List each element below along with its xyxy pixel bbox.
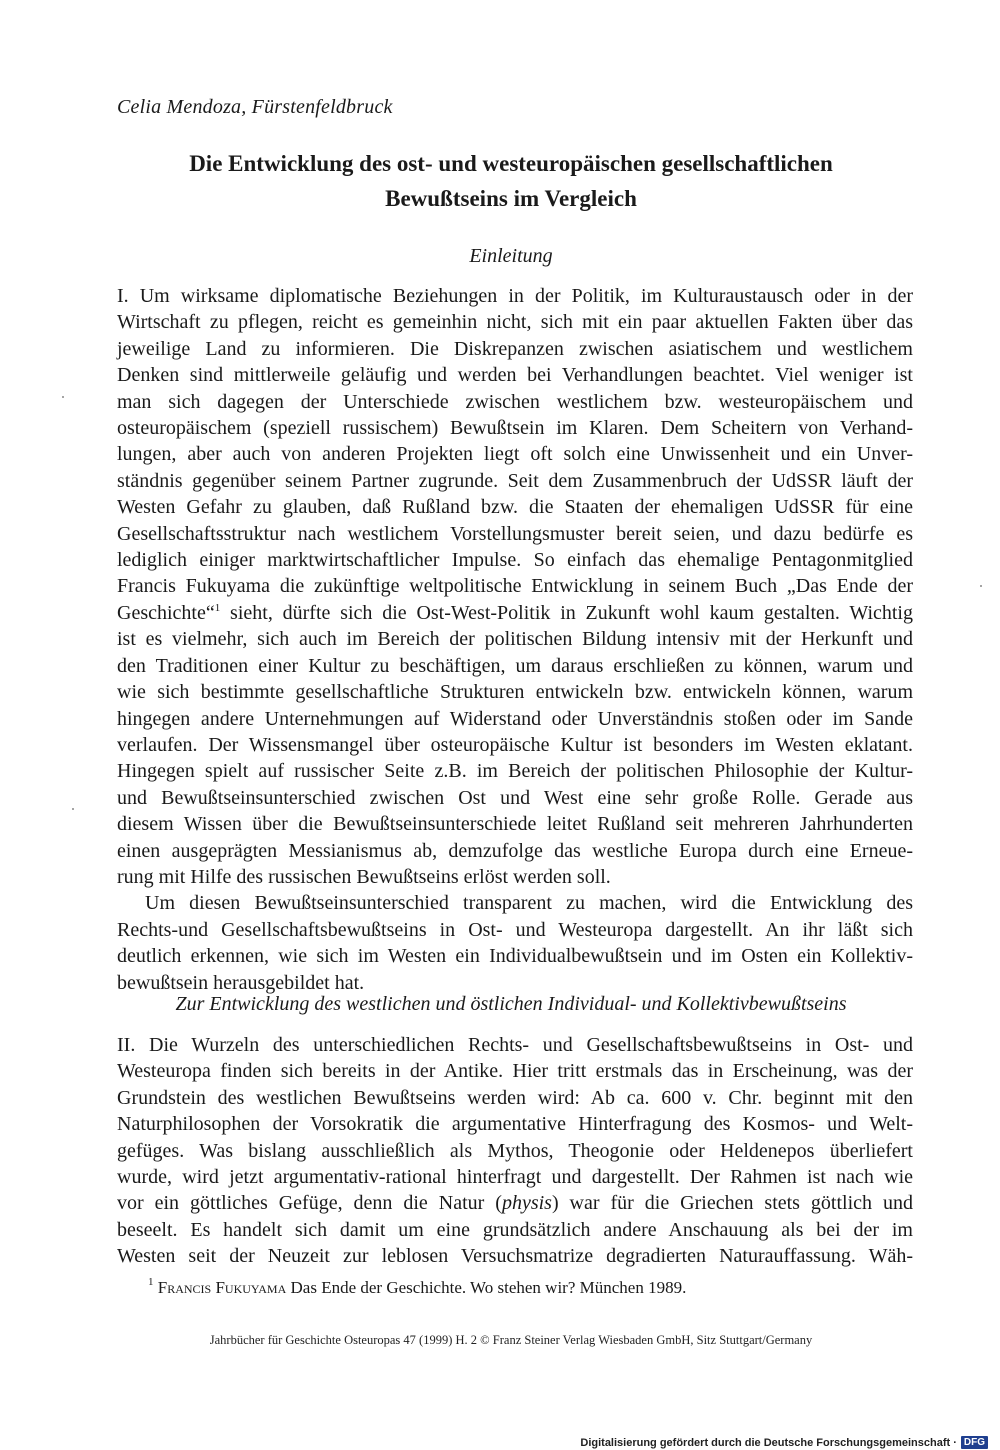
text-line: hingegen andere Unternehmungen auf Widerstand oder Unverständnis stoßen oder im Sande (117, 707, 913, 730)
text-line: einen ausgeprägten Messianismus ab, demzufolge das westliche Europa durch eine Erneue- (117, 839, 913, 862)
text-line: Westen seit der Neuzeit zur leblosen Versuchsmatrize degradierten Naturauffassung. Wäh- (117, 1245, 913, 1268)
text-line: rung mit Hilfe des russischen Bewußtseins erlöst werden soll. (117, 865, 611, 888)
text-line: Grundstein des westlichen Bewußtseins werden wird: Ab ca. 600 v. Chr. beginnt mit den (117, 1086, 913, 1109)
text-line: Wirtschaft zu pflegen, reicht es gemeinhin nicht, sich mit ein paar aktuellen Fakten über das (117, 311, 913, 334)
text-line: wurde, wird jetzt argumentativ-rational hinterfragt und dargestellt. Der Rahmen ist nach wie (117, 1166, 913, 1189)
dfg-logo-icon: DFG (961, 1436, 988, 1449)
scan-speck (72, 808, 74, 810)
text-line-with-italic (117, 1190, 913, 1216)
footnote-reference[interactable]: 1 (214, 601, 221, 614)
text-line: jeweilige Land zu informieren. Die Diskrepanzen zwischen asiatischem und westlichem (117, 337, 913, 360)
text-fragment: ) war für die Griechen stets göttlich und (551, 1192, 913, 1215)
text-line: und Bewußtseinsunterschied zwischen Ost und West eine sehr große Rolle. Gerade aus (117, 786, 913, 809)
text-line: Westen Gefahr zu glauben, daß Rußland bzw. die Staaten der ehemaligen UdSSR für eine (117, 496, 913, 519)
text-line: Francis Fukuyama die zukünftige weltpolitische Entwicklung in seinem Buch „Das Ende der (117, 575, 913, 598)
journal-footer: Jahrbücher für Geschichte Osteuropas 47 (1999) H. 2 © Franz Steiner Verlag Wiesbaden GmbH, Sitz Stuttgart/Germany (209, 1333, 813, 1347)
dfg-funding-text: Digitalisierung gefördert durch die Deutsche Forschungsgemeinschaft · (580, 1436, 957, 1449)
text-line: Naturphilosophen der Vorsokratik die argumentative Hinterfragung des Kosmos- und Welt- (117, 1113, 913, 1136)
text-line: II. Die Wurzeln des unterschiedlichen Rechts- und Gesellschaftsbewußtseins in Ost- und (117, 1034, 913, 1056)
footnote-text: Das Ende der Geschichte. Wo stehen wir? München 1989. (286, 1278, 687, 1297)
text-line: bewußtsein herausgebildet hat. (117, 971, 365, 994)
footnote-number: 1 (148, 1276, 154, 1288)
text-line: verlaufen. Der Wissensmangel über osteuropäische Kultur ist besonders im Westen eklatant. (117, 733, 913, 756)
text-line-with-footnote (117, 600, 913, 626)
text-line: I. Um wirksame diplomatische Beziehungen in der Politik, im Kulturaustausch oder in der (117, 285, 913, 307)
italic-term: physis (501, 1192, 552, 1215)
section-heading-entwicklung: Zur Entwicklung des westlichen und östlichen Individual- und Kollektivbewußtseins (175, 993, 847, 1015)
section-heading-einleitung: Einleitung (469, 245, 553, 267)
article-title (100, 146, 922, 216)
text-line: ist es vielmehr, sich auch im Bereich der politischen Bildung intensiv mit der Herkunft und (117, 628, 913, 651)
text-fragment: Geschichte“ (117, 601, 215, 624)
text-line: Rechts-und Gesellschaftsbewußtseins in Ost- und Westeuropa dargestellt. An ihr läßt sich (117, 918, 913, 941)
text-line: lediglich einiger marktwirtschaftlicher Impulse. So einfach das ehemalige Pentagonmitglied (117, 549, 913, 572)
section1-paragraph1 (117, 283, 913, 996)
scan-speck (62, 396, 64, 398)
scan-speck (980, 585, 982, 587)
section2-paragraph (117, 1032, 913, 1270)
text-line: wie sich bestimmte gesellschaftliche Strukturen entwickeln bzw. entwickeln können, warum (117, 681, 913, 704)
footnote-author: Francis Fukuyama (157, 1278, 287, 1297)
text-line: diesem Wissen über die Bewußtseinsunterschiede leitet Rußland seit mehreren Jahrhunderten (117, 813, 913, 836)
text-line: gefüges. Was bislang ausschließlich als Mythos, Theogonie oder Heldenepos überliefert (117, 1139, 913, 1162)
text-line: osteuropäischem (speziell russischem) Bewußtsein im Klaren. Dem Scheitern von Verhand- (117, 417, 913, 440)
text-line: Gesellschaftsstruktur nach westlichem Vorstellungsmuster bereit seien, und dazu bedürfe es (117, 522, 913, 545)
text-line: lungen, aber auch von anderen Projekten liegt oft solch eine Unwissenheit und ein Unver- (117, 443, 913, 466)
text-line: Denken sind mittlerweile geläufig und werden bei Verhandlungen beachtet. Viel weniger ist (117, 364, 913, 387)
title-line-1: Die Entwicklung des ost- und westeuropäischen gesellschaftlichen (189, 151, 833, 176)
author-line: Celia Mendoza, Fürstenfeldbruck (117, 96, 393, 118)
text-line: Westeuropa finden sich bereits in der Antike. Hier tritt erstmals das in Erscheinung, was der (117, 1060, 913, 1083)
dfg-funding-banner (580, 1436, 988, 1449)
text-fragment: sieht, dürfte sich die Ost-West-Politik in Zukunft wohl kaum gestalten. Wichtig (220, 601, 913, 624)
text-line: den Traditionen einer Kultur zu beschäftigen, um daraus erschließen zu können, warum und (117, 654, 913, 677)
text-line: beseelt. Es handelt sich damit um eine grundsätzlich andere Anschauung als bei der im (117, 1218, 913, 1241)
text-line: ständnis gegenüber seinem Partner zugrunde. Seit dem Zusammenbruch der UdSSR läuft der (117, 469, 913, 492)
text-line: deutlich erkennen, wie sich im Westen ein Individualbewußtsein und im Osten ein Kollektiv- (117, 945, 913, 968)
text-line: man sich dagegen der Unterschiede zwischen westlichem bzw. westeuropäischem und (117, 390, 913, 413)
text-fragment: vor ein göttliches Gefüge, denn die Natur ( (117, 1192, 502, 1215)
text-line: Um diesen Bewußtseinsunterschied transparent zu machen, wird die Entwicklung des (145, 892, 913, 915)
text-line: Hingegen spielt auf russischer Seite z.B. im Bereich der politischen Philosophie der Kultur- (117, 760, 913, 783)
title-line-2: Bewußtseins im Vergleich (385, 186, 637, 211)
footnote (148, 1278, 686, 1298)
